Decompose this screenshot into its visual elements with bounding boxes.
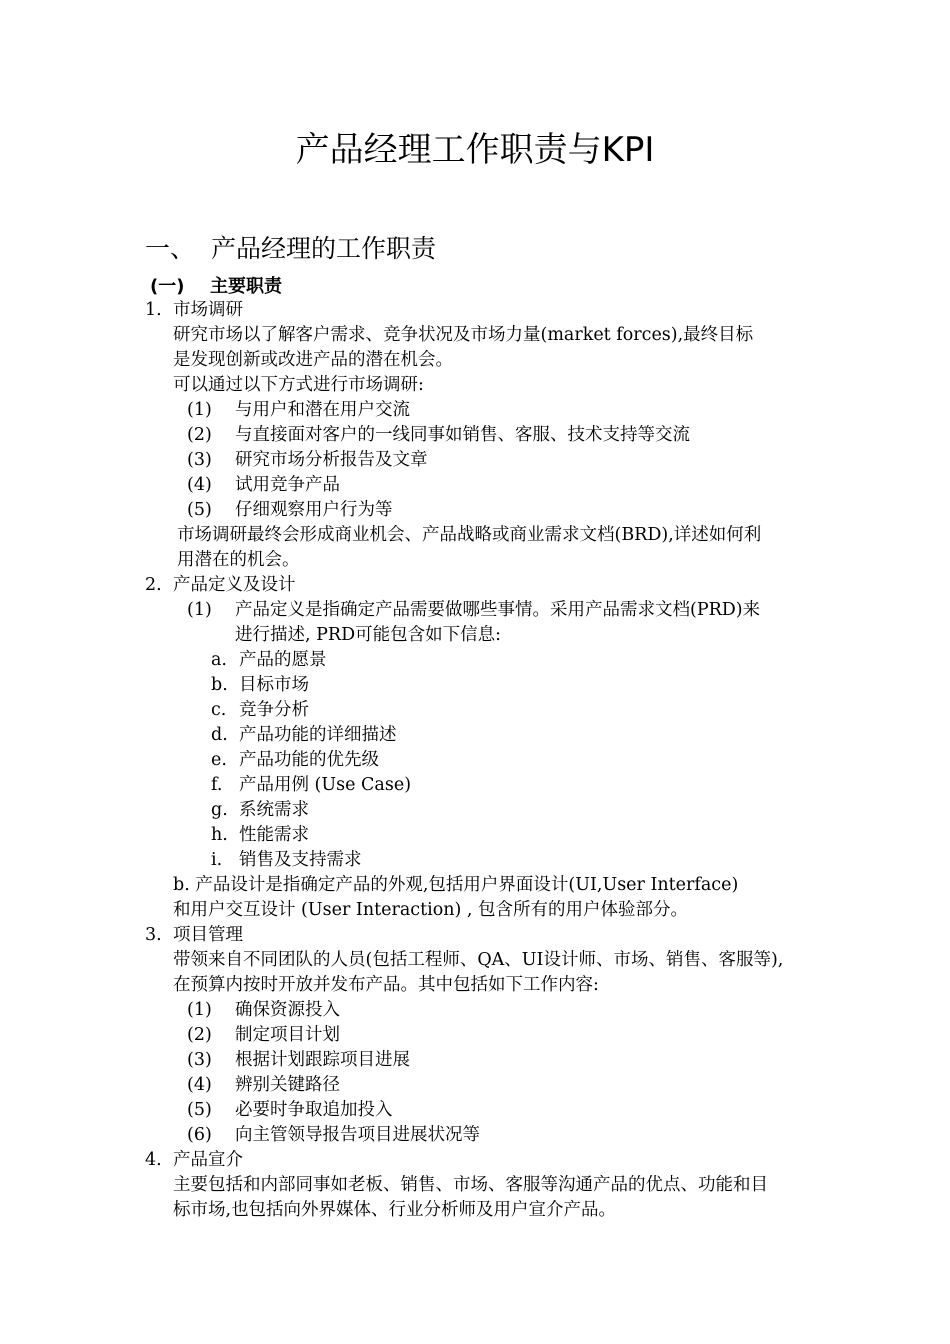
paragraph-line: 主要包括和内部同事如老板、销售、市场、客服等沟通产品的优点、功能和目 [173, 1175, 768, 1195]
list-number: (5) [187, 500, 212, 520]
letter-item [211, 649, 327, 671]
item-number: 1. [145, 300, 162, 320]
letter-marker: f. [211, 775, 223, 795]
letter-marker: b. [211, 675, 228, 695]
letter-text: 产品功能的优先级 [239, 750, 379, 770]
item-title: 产品宣介 [173, 1150, 243, 1170]
section-number: 一、 [145, 234, 196, 263]
list-number: (3) [187, 1050, 212, 1070]
list-item [187, 399, 410, 421]
list-item [187, 424, 690, 446]
letter-text: 产品用例 (Use Case) [239, 775, 412, 795]
list-text: 确保资源投入 [235, 1000, 340, 1020]
item-number: 3. [145, 925, 162, 945]
letter-marker: e. [211, 750, 227, 770]
list-item [187, 1099, 393, 1121]
list-text: 与直接面对客户的一线同事如销售、客服、技术支持等交流 [235, 425, 690, 445]
subsection-number: (一) [150, 276, 185, 297]
list-item [187, 1124, 480, 1146]
item-number: 2. [145, 575, 162, 595]
list-number: (1) [187, 1000, 212, 1020]
paragraph-line: 带领来自不同团队的人员(包括工程师、QA、UI设计师、市场、销售、客服等), [173, 950, 784, 970]
letter-marker: c. [211, 700, 227, 720]
letter-marker: h. [211, 825, 228, 845]
paragraph-line: 市场调研最终会形成商业机会、产品战略或商业需求文档(BRD),详述如何利 [177, 525, 762, 545]
list-item [187, 599, 760, 621]
letter-item [211, 674, 309, 696]
letter-text: 性能需求 [239, 825, 309, 845]
letter-item [211, 849, 362, 871]
letter-marker: a. [211, 650, 227, 670]
list-number: (6) [187, 1125, 212, 1145]
subsection-heading [150, 275, 282, 299]
letter-text: 系统需求 [239, 800, 309, 820]
letter-text: 产品的愿景 [239, 650, 327, 670]
item-number: 4. [145, 1150, 162, 1170]
letter-item [211, 824, 309, 846]
list-number: (3) [187, 450, 212, 470]
list-number: (4) [187, 1075, 212, 1095]
letter-marker: d. [211, 725, 228, 745]
list-text: 必要时争取追加投入 [235, 1100, 393, 1120]
list-text: 向主管领导报告项目进展状况等 [235, 1125, 480, 1145]
list-text: 制定项目计划 [235, 1025, 340, 1045]
letter-text: 销售及支持需求 [239, 850, 362, 870]
item-title: 项目管理 [173, 925, 243, 945]
letter-item [211, 774, 411, 796]
letter-marker: i. [211, 850, 223, 870]
item-title: 产品定义及设计 [173, 575, 296, 595]
list-item [187, 1049, 410, 1071]
section-heading [145, 232, 436, 266]
letter-item [211, 749, 379, 771]
paragraph-line: 和用户交互设计 (User Interaction) , 包含所有的用户体验部分。 [173, 900, 689, 920]
item-heading [145, 574, 296, 596]
letter-text: 竞争分析 [239, 700, 309, 720]
list-text: 试用竞争产品 [235, 475, 340, 495]
list-number: (1) [187, 400, 212, 420]
item-title: 市场调研 [173, 300, 243, 320]
list-item [187, 449, 428, 471]
letter-marker: g. [211, 800, 228, 820]
paragraph-line: 用潜在的机会。 [177, 550, 300, 570]
list-item [187, 1074, 340, 1096]
list-item [187, 499, 393, 521]
paragraph-line: 研究市场以了解客户需求、竞争状况及市场力量(market forces),最终目标 [173, 325, 754, 345]
letter-text: 产品功能的详细描述 [239, 725, 397, 745]
paragraph-line: 进行描述, PRD可能包含如下信息: [235, 625, 502, 645]
section-title: 产品经理的工作职责 [211, 234, 437, 263]
item-heading [145, 299, 243, 321]
document-title: 产品经理工作职责与KPI [295, 130, 655, 170]
letter-item [211, 799, 309, 821]
item-heading [145, 1149, 243, 1171]
list-text: 辨别关键路径 [235, 1075, 340, 1095]
paragraph-line: b. 产品设计是指确定产品的外观,包括用户界面设计(UI,User Interface) [173, 875, 739, 895]
paragraph-line: 是发现创新或改进产品的潜在机会。 [173, 350, 453, 370]
list-text: 根据计划跟踪项目进展 [235, 1050, 410, 1070]
list-text: 研究市场分析报告及文章 [235, 450, 428, 470]
list-number: (2) [187, 1025, 212, 1045]
list-text: 产品定义是指确定产品需要做哪些事情。采用产品需求文档(PRD)来 [235, 600, 761, 620]
list-number: (5) [187, 1100, 212, 1120]
subsection-title: 主要职责 [210, 276, 282, 297]
list-number: (1) [187, 600, 212, 620]
list-text: 仔细观察用户行为等 [235, 500, 393, 520]
list-item [187, 999, 340, 1021]
list-text: 与用户和潜在用户交流 [235, 400, 410, 420]
letter-text: 目标市场 [239, 675, 309, 695]
paragraph-line: 标市场,也包括向外界媒体、行业分析师及用户宣介产品。 [173, 1200, 617, 1220]
list-item [187, 474, 340, 496]
item-heading [145, 924, 243, 946]
letter-item [211, 699, 309, 721]
list-item [187, 1024, 340, 1046]
letter-item [211, 724, 397, 746]
list-number: (4) [187, 475, 212, 495]
paragraph-line: 在预算内按时开放并发布产品。其中包括如下工作内容: [173, 975, 599, 995]
list-number: (2) [187, 425, 212, 445]
paragraph-line: 可以通过以下方式进行市场调研: [173, 375, 424, 395]
